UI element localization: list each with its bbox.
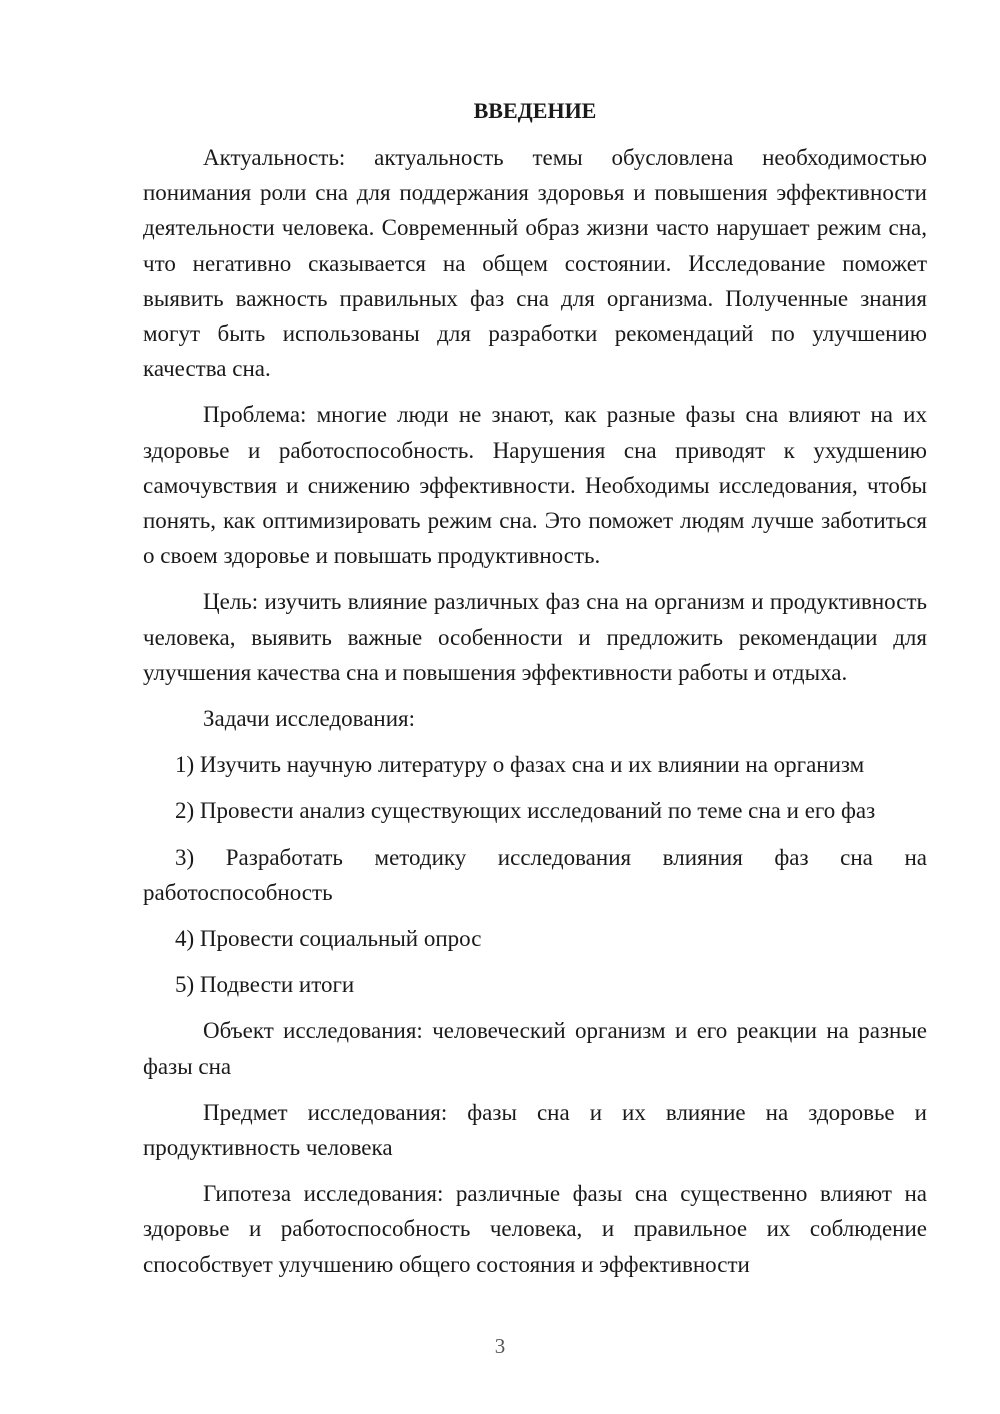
task-item-4: 4) Провести социальный опрос xyxy=(175,926,482,952)
relevance-paragraph: Актуальность: актуальность темы обусловлена необходимостью понимания роли сна для поддержания здоровья и повышения эффективности деятельности человека. Современный образ жизни часто нарушает режим сна, что негативно сказывается на общем состоянии. Исследование поможет выявить важность правильных фаз сна для организма. Полученные знания могут быть использованы для разработки рекомендаций по улучшению качества сна. xyxy=(143,145,927,382)
tasks-heading: Задачи исследования: xyxy=(203,706,416,732)
task-item-5: 5) Подвести итоги xyxy=(175,972,355,998)
problem-paragraph: Проблема: многие люди не знают, как разные фазы сна влияют на их здоровье и работоспособность. Нарушения сна приводят к ухудшению самочувствия и снижению эффективности. Необходимы исследования, чтобы понять, как оптимизировать режим сна. Это поможет людям лучше заботиться о своем здоровье и повышать продуктивность. xyxy=(143,402,927,569)
page-content xyxy=(143,95,927,1293)
task-item-1: 1) Изучить научную литературу о фазах сна и их влиянии на организм xyxy=(175,752,865,778)
task-item-3: 3) Разработать методику исследования влияния фаз сна на работоспособность xyxy=(143,844,927,905)
object-paragraph: Объект исследования: человеческий организм и его реакции на разные фазы сна xyxy=(143,1018,927,1079)
subject-paragraph: Предмет исследования: фазы сна и их влияние на здоровье и продуктивность человека xyxy=(143,1099,927,1161)
page-title: ВВЕДЕНИЕ xyxy=(473,98,597,123)
hypothesis-paragraph: Гипотеза исследования: различные фазы сна существенно влияют на здоровье и работоспособность человека, и правильное их соблюдение способствует улучшению общего состояния и эффективности xyxy=(143,1181,927,1277)
goal-paragraph: Цель: изучить влияние различных фаз сна на организм и продуктивность человека, выявить важные особенности и предложить рекомендации для улучшения качества сна и повышения эффективности работы и отдыха. xyxy=(143,589,927,685)
page-number: 3 xyxy=(494,1334,506,1358)
task-item-2: 2) Провести анализ существующих исследований по теме сна и его фаз xyxy=(175,798,876,824)
